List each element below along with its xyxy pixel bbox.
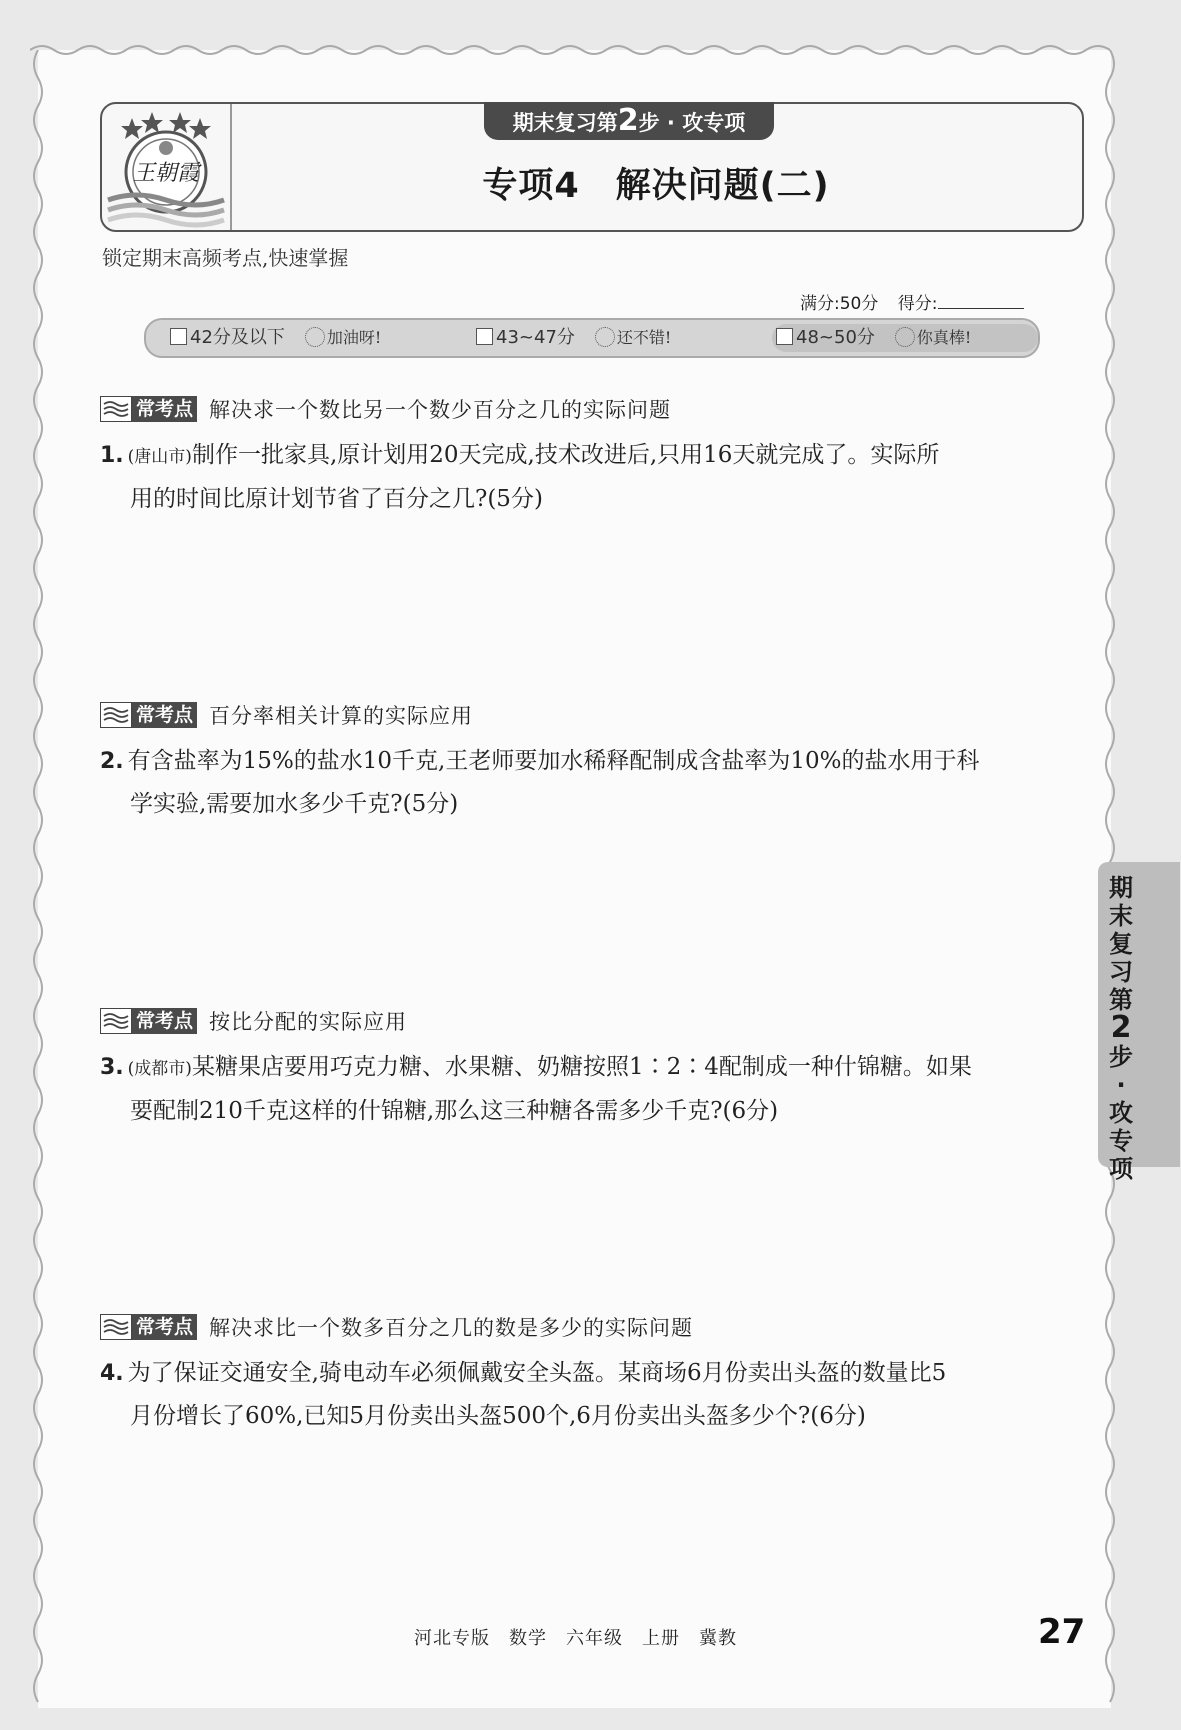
problem-text-line2: 用的时间比原计划节省了百分之几?(5分) [130, 486, 543, 512]
wavy-border-top [30, 42, 1118, 58]
grade-segment-high [772, 324, 1038, 352]
page-title: 专项4 解决问题(二) [482, 166, 830, 206]
problem-text-line1: 制作一批家具,原计划用20天完成,技术改进后,只用16天就完成了。实际所 [191, 442, 940, 468]
logo-text: 王朝霞 [132, 161, 200, 186]
tag-label: 常考点 [132, 396, 197, 422]
grade-cheer: 加油呀! [326, 328, 382, 347]
problem-2 [100, 740, 1085, 825]
face-icon [305, 327, 325, 347]
score-label: 得分: [897, 294, 938, 314]
full-score: 满分:50分 [800, 294, 879, 314]
step-prefix: 期末复习第 [512, 111, 618, 135]
topic-tag [100, 1008, 407, 1034]
score-blank [938, 308, 1024, 309]
step-suffix: 步 · 攻专项 [638, 111, 746, 135]
footer: 河北专版 数学 六年级 上册 冀教 [414, 1628, 737, 1649]
problem-3 [100, 1046, 1085, 1132]
problem-4 [100, 1352, 1085, 1437]
problem-text-line2: 学实验,需要加水多少千克?(5分) [130, 791, 459, 817]
waves-icon [100, 1314, 132, 1340]
header-box [100, 102, 1084, 232]
problem-text-line1: 有含盐率为15%的盐水10千克,王老师要加水稀释配制成含盐率为10%的盐水用于科 [127, 748, 980, 774]
score-line [800, 289, 1024, 314]
side-tab-label [1106, 874, 1136, 1183]
step-number: 2 [617, 103, 639, 138]
logo-emblem-icon [102, 104, 230, 230]
grade-segment-mid [476, 324, 766, 352]
side-tab-bottom: 步·攻专项 [1109, 1043, 1133, 1183]
logo [102, 104, 232, 230]
problem-text-line1: 某糖果店要用巧克力糖、水果糖、奶糖按照1∶2∶4配制成一种什锦糖。如果 [191, 1054, 972, 1080]
grade-segment-low [170, 324, 460, 352]
problem-source: (成都市) [127, 1059, 192, 1079]
problem-number: 2. [100, 749, 124, 774]
topic-text: 解决求比一个数多百分之几的数是多少的实际问题 [209, 1316, 694, 1340]
subtitle: 锁定期末高频考点,快速掌握 [102, 246, 349, 270]
problem-source: (唐山市) [127, 447, 192, 467]
face-icon [595, 327, 615, 347]
waves-icon [100, 1008, 132, 1034]
topic-tag [100, 396, 671, 422]
problem-text-line1: 为了保证交通安全,骑电动车必须佩戴安全头盔。某商场6月份卖出头盔的数量比5 [127, 1360, 947, 1386]
grade-range: 48~50分 [796, 327, 875, 348]
tag-label: 常考点 [132, 1008, 197, 1034]
grade-bar [144, 318, 1040, 358]
grade-cheer: 还不错! [616, 328, 672, 347]
waves-icon [100, 396, 132, 422]
checkbox-icon[interactable] [476, 328, 493, 345]
side-tab-top: 期末复习第 [1109, 874, 1133, 1014]
problem-number: 1. [100, 443, 124, 468]
waves-icon [100, 702, 132, 728]
tag-label: 常考点 [132, 702, 197, 728]
topic-tag [100, 702, 473, 728]
page-number: 27 [1038, 1612, 1086, 1652]
grade-cheer: 你真棒! [916, 328, 972, 347]
grade-range: 42分及以下 [190, 327, 285, 348]
topic-text: 百分率相关计算的实际应用 [209, 704, 474, 728]
problem-number: 4. [100, 1361, 124, 1386]
checkbox-icon[interactable] [776, 328, 793, 345]
problem-number: 3. [100, 1055, 124, 1080]
checkbox-icon[interactable] [170, 328, 187, 345]
side-tab-number: 2 [1110, 1010, 1132, 1045]
grade-range: 43~47分 [496, 327, 575, 348]
topic-text: 解决求一个数比另一个数少百分之几的实际问题 [209, 398, 672, 422]
wavy-border-left [30, 50, 46, 1708]
tag-label: 常考点 [132, 1314, 197, 1340]
problem-text-line2: 要配制210千克这样的什锦糖,那么这三种糖各需多少千克?(6分) [130, 1098, 779, 1124]
face-icon [895, 327, 915, 347]
step-banner [484, 102, 774, 140]
topic-text: 按比分配的实际应用 [209, 1010, 408, 1034]
problem-text-line2: 月份增长了60%,已知5月份卖出头盔500个,6月份卖出头盔多少个?(6分) [130, 1403, 866, 1429]
problem-1 [100, 434, 1085, 520]
topic-tag [100, 1314, 693, 1340]
